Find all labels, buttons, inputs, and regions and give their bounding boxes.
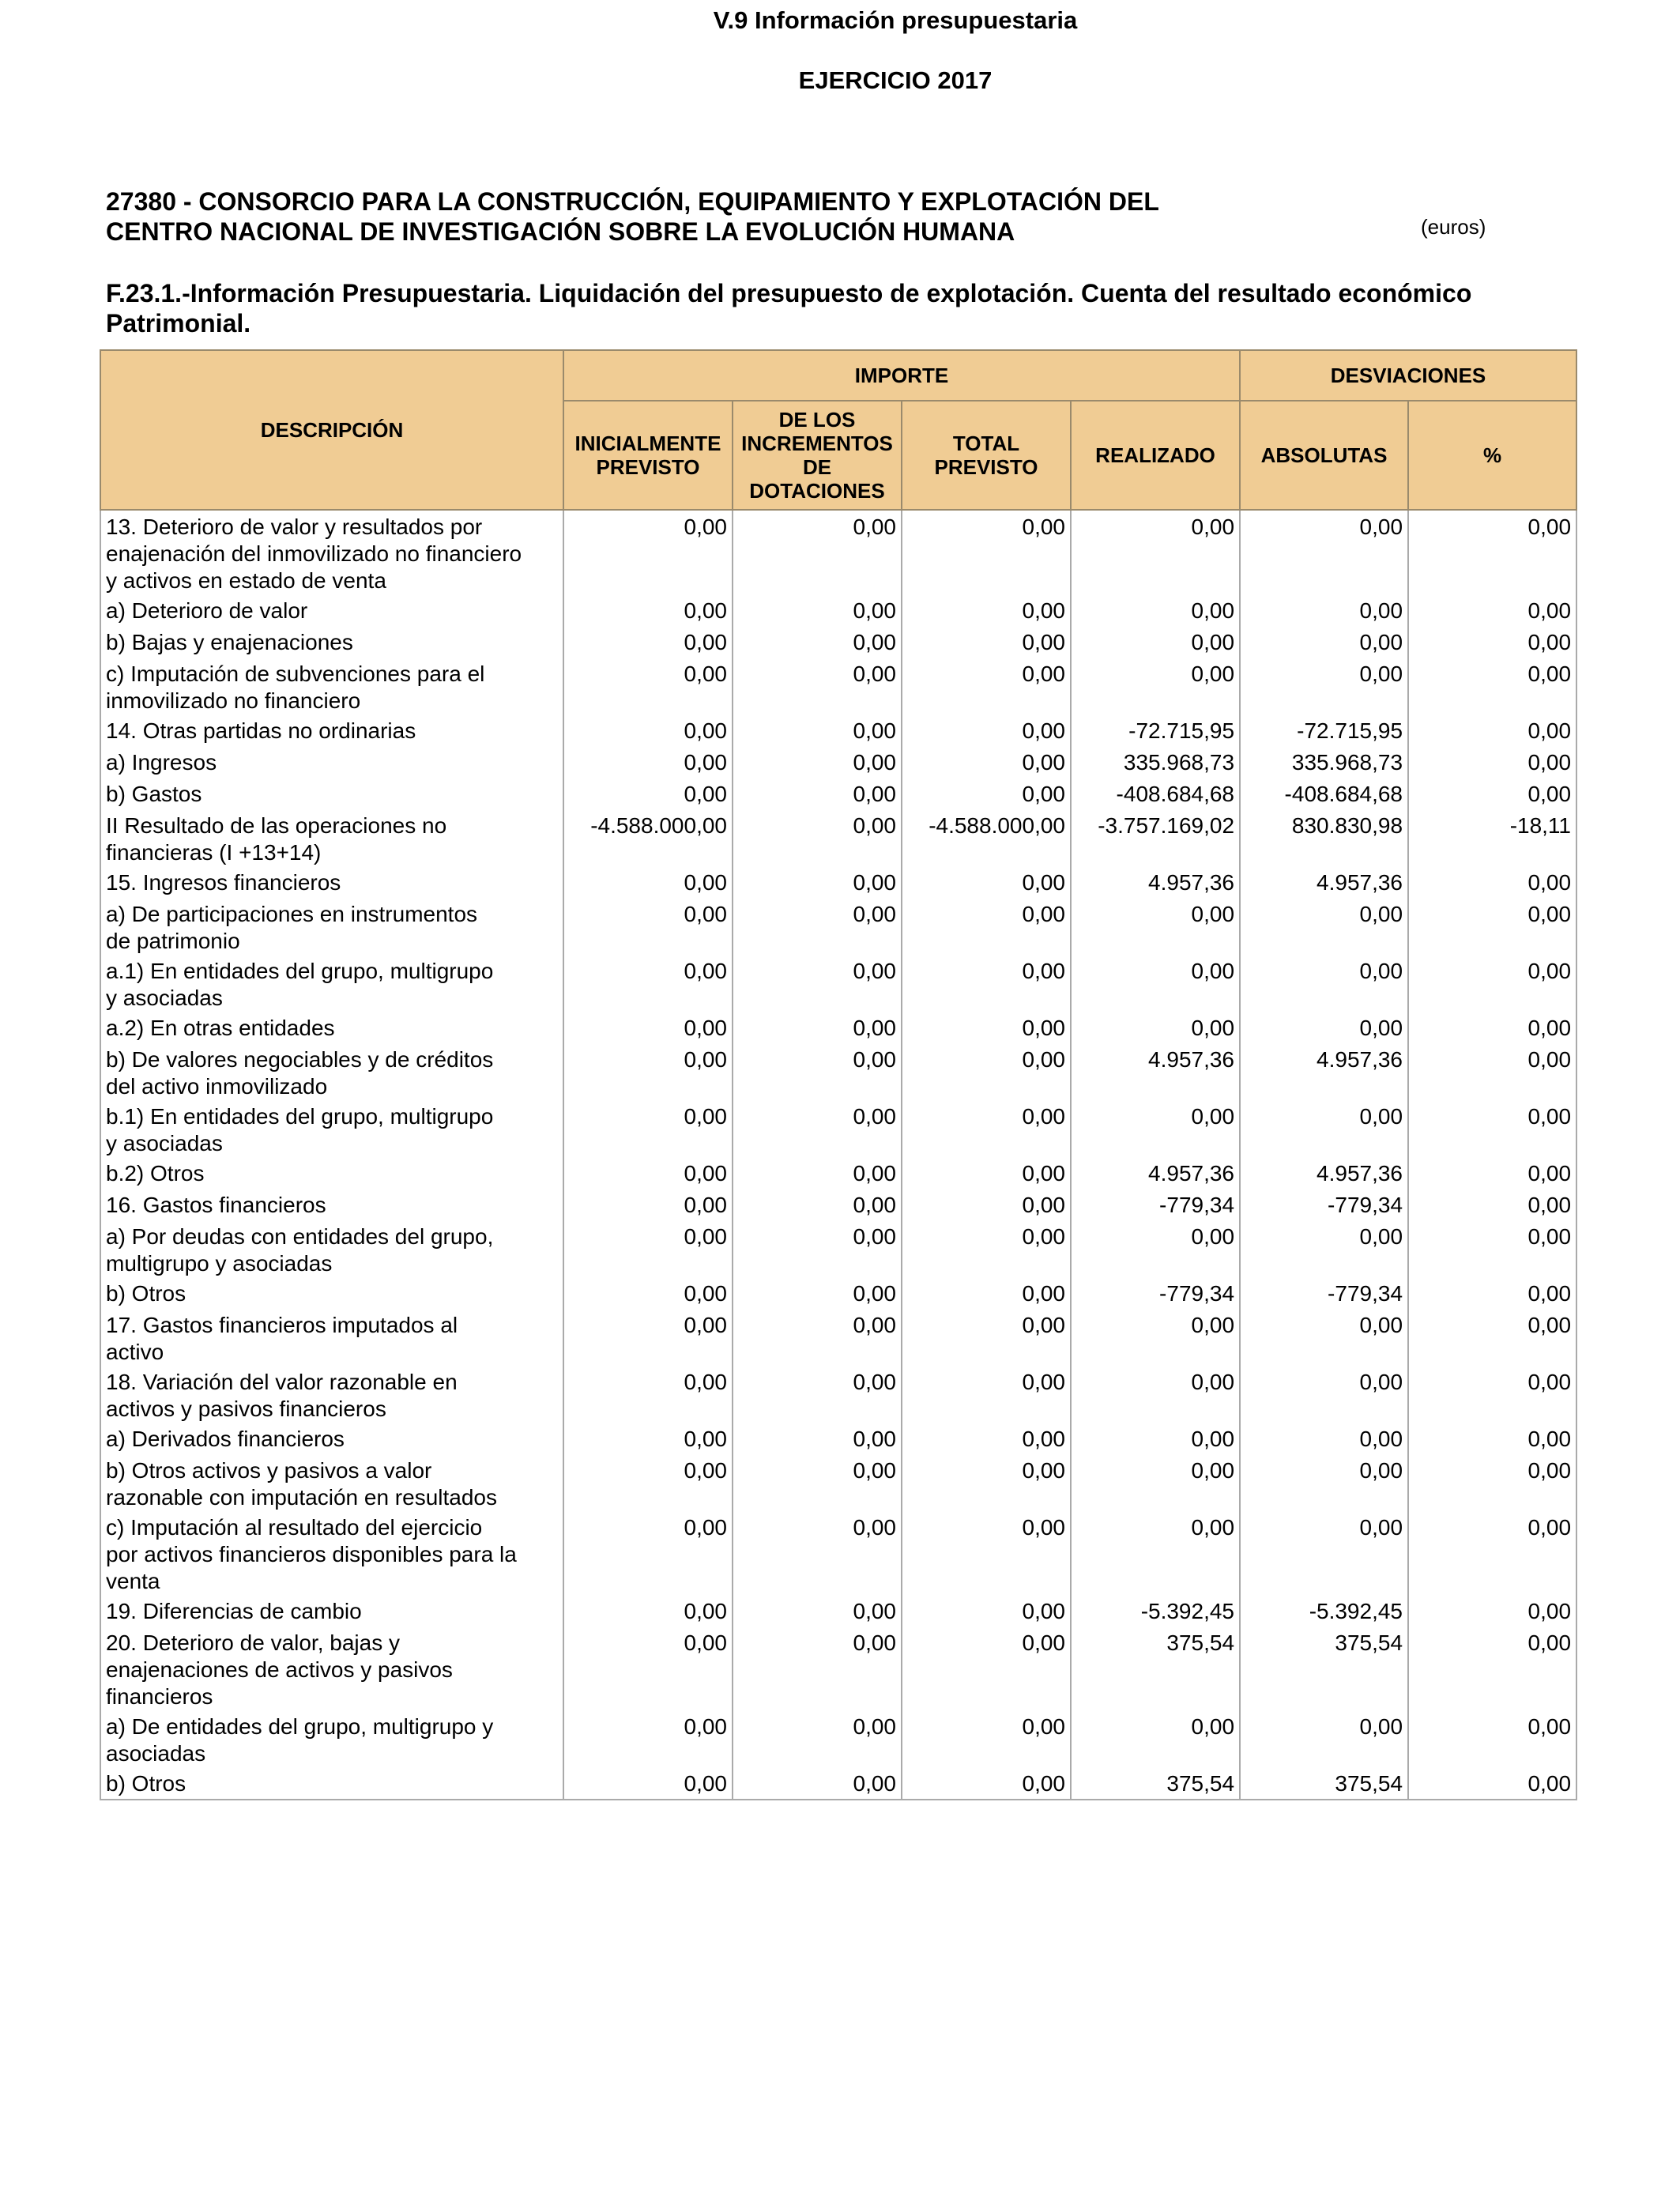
cell-total-previsto: 0,00 — [902, 1220, 1071, 1277]
cell-total-previsto: 0,00 — [902, 1710, 1071, 1767]
cell-total-previsto: 0,00 — [902, 658, 1071, 714]
cell-realizado: 0,00 — [1071, 1012, 1240, 1043]
cell-total-previsto: 0,00 — [902, 1511, 1071, 1595]
cell-realizado: -779,34 — [1071, 1277, 1240, 1309]
cell-inicialmente-previsto: -4.588.000,00 — [563, 809, 733, 866]
table-row — [100, 626, 1576, 658]
cell-total-previsto: 0,00 — [902, 1277, 1071, 1309]
cell-total-previsto: 0,00 — [902, 1627, 1071, 1710]
cell-absolutas: 0,00 — [1240, 1012, 1408, 1043]
cell-absolutas: -5.392,45 — [1240, 1595, 1408, 1627]
cell-porcentaje: 0,00 — [1408, 1423, 1576, 1454]
entity-name — [106, 187, 1449, 247]
cell-inicialmente-previsto: 0,00 — [563, 594, 733, 626]
cell-total-previsto: 0,00 — [902, 1767, 1071, 1800]
cell-inicialmente-previsto: 0,00 — [563, 1189, 733, 1220]
cell-inicialmente-previsto: 0,00 — [563, 510, 733, 594]
cell-porcentaje: 0,00 — [1408, 510, 1576, 594]
cell-total-previsto: 0,00 — [902, 746, 1071, 778]
section-title: F.23.1.-Información Presupuestaria. Liquidación del presupuesto de explotación. Cuenta del resultado económico Patrimonial. — [106, 279, 1472, 337]
cell-porcentaje: 0,00 — [1408, 1277, 1576, 1309]
header-descripcion: DESCRIPCIÓN — [100, 350, 563, 510]
cell-absolutas: 830.830,98 — [1240, 809, 1408, 866]
cell-incrementos-dotaciones: 0,00 — [733, 714, 902, 746]
row-description: c) Imputación al resultado del ejercicio por activos financieros disponibles para la venta — [100, 1511, 563, 1595]
units-label: (euros) — [1421, 215, 1486, 239]
cell-realizado: 0,00 — [1071, 1423, 1240, 1454]
cell-incrementos-dotaciones: 0,00 — [733, 1710, 902, 1767]
row-description: b) Otros — [100, 1767, 563, 1800]
cell-incrementos-dotaciones: 0,00 — [733, 1627, 902, 1710]
cell-incrementos-dotaciones: 0,00 — [733, 955, 902, 1012]
cell-porcentaje: 0,00 — [1408, 1595, 1576, 1627]
cell-realizado: 375,54 — [1071, 1627, 1240, 1710]
cell-realizado: 0,00 — [1071, 658, 1240, 714]
table-row — [100, 778, 1576, 809]
cell-total-previsto: 0,00 — [902, 1454, 1071, 1511]
cell-realizado: 0,00 — [1071, 1366, 1240, 1423]
cell-absolutas: 0,00 — [1240, 1423, 1408, 1454]
cell-inicialmente-previsto: 0,00 — [563, 1220, 733, 1277]
cell-realizado: -408.684,68 — [1071, 778, 1240, 809]
cell-porcentaje: 0,00 — [1408, 594, 1576, 626]
cell-realizado: 0,00 — [1071, 510, 1240, 594]
cell-incrementos-dotaciones: 0,00 — [733, 1189, 902, 1220]
table-row — [100, 1595, 1576, 1627]
cell-realizado: -779,34 — [1071, 1189, 1240, 1220]
row-description: b) Gastos — [100, 778, 563, 809]
cell-inicialmente-previsto: 0,00 — [563, 1309, 733, 1366]
table-row — [100, 1012, 1576, 1043]
cell-incrementos-dotaciones: 0,00 — [733, 1012, 902, 1043]
table-row — [100, 1710, 1576, 1767]
cell-absolutas: 0,00 — [1240, 1710, 1408, 1767]
cell-incrementos-dotaciones: 0,00 — [733, 746, 902, 778]
table-row — [100, 1100, 1576, 1157]
row-description: 14. Otras partidas no ordinarias — [100, 714, 563, 746]
cell-inicialmente-previsto: 0,00 — [563, 1511, 733, 1595]
cell-porcentaje: 0,00 — [1408, 1100, 1576, 1157]
cell-total-previsto: 0,00 — [902, 594, 1071, 626]
table-row — [100, 1767, 1576, 1800]
cell-realizado: 0,00 — [1071, 955, 1240, 1012]
cell-realizado: -72.715,95 — [1071, 714, 1240, 746]
cell-incrementos-dotaciones: 0,00 — [733, 1157, 902, 1189]
cell-total-previsto: 0,00 — [902, 714, 1071, 746]
cell-inicialmente-previsto: 0,00 — [563, 1043, 733, 1100]
cell-porcentaje: 0,00 — [1408, 1627, 1576, 1710]
cell-inicialmente-previsto: 0,00 — [563, 1627, 733, 1710]
cell-inicialmente-previsto: 0,00 — [563, 866, 733, 898]
cell-inicialmente-previsto: 0,00 — [563, 1423, 733, 1454]
cell-realizado: 335.968,73 — [1071, 746, 1240, 778]
cell-porcentaje: 0,00 — [1408, 658, 1576, 714]
cell-inicialmente-previsto: 0,00 — [563, 714, 733, 746]
cell-incrementos-dotaciones: 0,00 — [733, 866, 902, 898]
cell-absolutas: 335.968,73 — [1240, 746, 1408, 778]
table-body — [100, 510, 1576, 1800]
row-description: c) Imputación de subvenciones para el inmovilizado no financiero — [100, 658, 563, 714]
cell-total-previsto: 0,00 — [902, 955, 1071, 1012]
row-description: a) De participaciones en instrumentos de patrimonio — [100, 898, 563, 955]
row-description: 19. Diferencias de cambio — [100, 1595, 563, 1627]
cell-absolutas: 0,00 — [1240, 955, 1408, 1012]
row-description: a) Ingresos — [100, 746, 563, 778]
cell-incrementos-dotaciones: 0,00 — [733, 1767, 902, 1800]
cell-realizado: 4.957,36 — [1071, 1043, 1240, 1100]
table-row — [100, 510, 1576, 594]
cell-realizado: 0,00 — [1071, 1710, 1240, 1767]
cell-realizado: 375,54 — [1071, 1767, 1240, 1800]
cell-absolutas: 0,00 — [1240, 1220, 1408, 1277]
table-row — [100, 1157, 1576, 1189]
cell-total-previsto: 0,00 — [902, 626, 1071, 658]
header-importe: IMPORTE — [563, 350, 1240, 401]
cell-total-previsto: 0,00 — [902, 1309, 1071, 1366]
row-description: b) Bajas y enajenaciones — [100, 626, 563, 658]
cell-absolutas: -779,34 — [1240, 1277, 1408, 1309]
cell-incrementos-dotaciones: 0,00 — [733, 1454, 902, 1511]
cell-incrementos-dotaciones: 0,00 — [733, 809, 902, 866]
cell-incrementos-dotaciones: 0,00 — [733, 510, 902, 594]
cell-total-previsto: 0,00 — [902, 1595, 1071, 1627]
cell-realizado: 0,00 — [1071, 626, 1240, 658]
table-row — [100, 1220, 1576, 1277]
row-description: a) Por deudas con entidades del grupo, multigrupo y asociadas — [100, 1220, 563, 1277]
cell-realizado: 4.957,36 — [1071, 866, 1240, 898]
cell-realizado: 0,00 — [1071, 1511, 1240, 1595]
cell-absolutas: 0,00 — [1240, 510, 1408, 594]
cell-absolutas: 4.957,36 — [1240, 1043, 1408, 1100]
cell-porcentaje: 0,00 — [1408, 1043, 1576, 1100]
table-row — [100, 594, 1576, 626]
cell-absolutas: 4.957,36 — [1240, 866, 1408, 898]
cell-absolutas: 375,54 — [1240, 1767, 1408, 1800]
cell-porcentaje: 0,00 — [1408, 1012, 1576, 1043]
table-row — [100, 1309, 1576, 1366]
cell-total-previsto: 0,00 — [902, 1043, 1071, 1100]
cell-total-previsto: 0,00 — [902, 866, 1071, 898]
cell-porcentaje: 0,00 — [1408, 866, 1576, 898]
cell-incrementos-dotaciones: 0,00 — [733, 1309, 902, 1366]
cell-total-previsto: -4.588.000,00 — [902, 809, 1071, 866]
row-description: b.2) Otros — [100, 1157, 563, 1189]
cell-realizado: 0,00 — [1071, 1454, 1240, 1511]
cell-incrementos-dotaciones: 0,00 — [733, 1595, 902, 1627]
cell-inicialmente-previsto: 0,00 — [563, 1277, 733, 1309]
cell-absolutas: 0,00 — [1240, 898, 1408, 955]
budget-table — [100, 349, 1577, 1800]
cell-realizado: 0,00 — [1071, 1100, 1240, 1157]
row-description: a) De entidades del grupo, multigrupo y asociadas — [100, 1710, 563, 1767]
cell-realizado: -3.757.169,02 — [1071, 809, 1240, 866]
row-description: a.1) En entidades del grupo, multigrupo y asociadas — [100, 955, 563, 1012]
table-row — [100, 1454, 1576, 1511]
cell-total-previsto: 0,00 — [902, 1157, 1071, 1189]
cell-inicialmente-previsto: 0,00 — [563, 658, 733, 714]
cell-incrementos-dotaciones: 0,00 — [733, 1511, 902, 1595]
row-description: a) Derivados financieros — [100, 1423, 563, 1454]
row-description: a.2) En otras entidades — [100, 1012, 563, 1043]
page-title: V.9 Información presupuestaria — [713, 6, 1078, 34]
header-inicialmente-previsto: INICIALMENTE PREVISTO — [563, 401, 733, 510]
header-realizado: REALIZADO — [1071, 401, 1240, 510]
cell-inicialmente-previsto: 0,00 — [563, 1012, 733, 1043]
table-row — [100, 658, 1576, 714]
cell-absolutas: 0,00 — [1240, 594, 1408, 626]
cell-porcentaje: 0,00 — [1408, 1309, 1576, 1366]
cell-porcentaje: 0,00 — [1408, 626, 1576, 658]
cell-inicialmente-previsto: 0,00 — [563, 955, 733, 1012]
fiscal-year: EJERCICIO 2017 — [798, 66, 993, 94]
table-row — [100, 1511, 1576, 1595]
row-description: a) Deterioro de valor — [100, 594, 563, 626]
table-row — [100, 866, 1576, 898]
table-row — [100, 955, 1576, 1012]
header-porcentaje: % — [1408, 401, 1576, 510]
cell-total-previsto: 0,00 — [902, 1366, 1071, 1423]
cell-inicialmente-previsto: 0,00 — [563, 1366, 733, 1423]
cell-absolutas: 0,00 — [1240, 1511, 1408, 1595]
header-desviaciones: DESVIACIONES — [1240, 350, 1576, 401]
cell-inicialmente-previsto: 0,00 — [563, 898, 733, 955]
cell-porcentaje: 0,00 — [1408, 746, 1576, 778]
table-row — [100, 1189, 1576, 1220]
cell-absolutas: -779,34 — [1240, 1189, 1408, 1220]
cell-porcentaje: 0,00 — [1408, 898, 1576, 955]
row-description: II Resultado de las operaciones no financieras (I +13+14) — [100, 809, 563, 866]
cell-incrementos-dotaciones: 0,00 — [733, 1043, 902, 1100]
cell-absolutas: 4.957,36 — [1240, 1157, 1408, 1189]
row-description: 16. Gastos financieros — [100, 1189, 563, 1220]
cell-inicialmente-previsto: 0,00 — [563, 626, 733, 658]
table-row — [100, 1627, 1576, 1710]
header-absolutas: ABSOLUTAS — [1240, 401, 1408, 510]
row-description: 15. Ingresos financieros — [100, 866, 563, 898]
cell-inicialmente-previsto: 0,00 — [563, 1710, 733, 1767]
entity-name-line1: 27380 - CONSORCIO PARA LA CONSTRUCCIÓN, EQUIPAMIENTO Y EXPLOTACIÓN DEL — [106, 187, 1159, 216]
cell-incrementos-dotaciones: 0,00 — [733, 1220, 902, 1277]
cell-porcentaje: 0,00 — [1408, 1157, 1576, 1189]
cell-total-previsto: 0,00 — [902, 1423, 1071, 1454]
row-description: 13. Deterioro de valor y resultados por enajenación del inmovilizado no financiero y activos en estado de venta — [100, 510, 563, 594]
header-total-previsto: TOTAL PREVISTO — [902, 401, 1071, 510]
cell-porcentaje: 0,00 — [1408, 1454, 1576, 1511]
cell-absolutas: 375,54 — [1240, 1627, 1408, 1710]
row-description: 18. Variación del valor razonable en activos y pasivos financieros — [100, 1366, 563, 1423]
table-row — [100, 809, 1576, 866]
cell-inicialmente-previsto: 0,00 — [563, 1157, 733, 1189]
cell-incrementos-dotaciones: 0,00 — [733, 626, 902, 658]
cell-inicialmente-previsto: 0,00 — [563, 746, 733, 778]
table-row — [100, 1423, 1576, 1454]
cell-incrementos-dotaciones: 0,00 — [733, 1366, 902, 1423]
entity-name-line2: CENTRO NACIONAL DE INVESTIGACIÓN SOBRE LA EVOLUCIÓN HUMANA — [106, 217, 1015, 246]
cell-porcentaje: 0,00 — [1408, 1511, 1576, 1595]
cell-absolutas: 0,00 — [1240, 1100, 1408, 1157]
cell-inicialmente-previsto: 0,00 — [563, 778, 733, 809]
table-row — [100, 1043, 1576, 1100]
cell-incrementos-dotaciones: 0,00 — [733, 1423, 902, 1454]
table-row — [100, 898, 1576, 955]
cell-porcentaje: 0,00 — [1408, 1189, 1576, 1220]
table-row — [100, 746, 1576, 778]
cell-porcentaje: 0,00 — [1408, 1710, 1576, 1767]
row-description: b.1) En entidades del grupo, multigrupo y asociadas — [100, 1100, 563, 1157]
cell-absolutas: 0,00 — [1240, 1454, 1408, 1511]
cell-inicialmente-previsto: 0,00 — [563, 1595, 733, 1627]
cell-total-previsto: 0,00 — [902, 1012, 1071, 1043]
cell-absolutas: 0,00 — [1240, 658, 1408, 714]
cell-realizado: 0,00 — [1071, 1309, 1240, 1366]
cell-total-previsto: 0,00 — [902, 778, 1071, 809]
table-row — [100, 1277, 1576, 1309]
cell-inicialmente-previsto: 0,00 — [563, 1100, 733, 1157]
header-incrementos-dotaciones: DE LOS INCREMENTOS DE DOTACIONES — [733, 401, 902, 510]
cell-total-previsto: 0,00 — [902, 510, 1071, 594]
cell-incrementos-dotaciones: 0,00 — [733, 778, 902, 809]
row-description: b) Otros — [100, 1277, 563, 1309]
cell-realizado: 0,00 — [1071, 594, 1240, 626]
cell-realizado: 0,00 — [1071, 898, 1240, 955]
cell-realizado: 4.957,36 — [1071, 1157, 1240, 1189]
cell-absolutas: -72.715,95 — [1240, 714, 1408, 746]
cell-realizado: 0,00 — [1071, 1220, 1240, 1277]
table-row — [100, 1366, 1576, 1423]
cell-absolutas: 0,00 — [1240, 626, 1408, 658]
cell-porcentaje: -18,11 — [1408, 809, 1576, 866]
cell-porcentaje: 0,00 — [1408, 714, 1576, 746]
cell-total-previsto: 0,00 — [902, 1189, 1071, 1220]
cell-incrementos-dotaciones: 0,00 — [733, 1100, 902, 1157]
cell-porcentaje: 0,00 — [1408, 1366, 1576, 1423]
cell-inicialmente-previsto: 0,00 — [563, 1454, 733, 1511]
cell-absolutas: 0,00 — [1240, 1309, 1408, 1366]
cell-incrementos-dotaciones: 0,00 — [733, 1277, 902, 1309]
cell-incrementos-dotaciones: 0,00 — [733, 594, 902, 626]
cell-absolutas: 0,00 — [1240, 1366, 1408, 1423]
row-description: b) De valores negociables y de créditos del activo inmovilizado — [100, 1043, 563, 1100]
table-row — [100, 714, 1576, 746]
cell-realizado: -5.392,45 — [1071, 1595, 1240, 1627]
cell-porcentaje: 0,00 — [1408, 1220, 1576, 1277]
cell-porcentaje: 0,00 — [1408, 955, 1576, 1012]
cell-absolutas: -408.684,68 — [1240, 778, 1408, 809]
cell-incrementos-dotaciones: 0,00 — [733, 658, 902, 714]
cell-inicialmente-previsto: 0,00 — [563, 1767, 733, 1800]
cell-total-previsto: 0,00 — [902, 1100, 1071, 1157]
cell-porcentaje: 0,00 — [1408, 1767, 1576, 1800]
cell-incrementos-dotaciones: 0,00 — [733, 898, 902, 955]
row-description: 17. Gastos financieros imputados al activo — [100, 1309, 563, 1366]
cell-porcentaje: 0,00 — [1408, 778, 1576, 809]
cell-total-previsto: 0,00 — [902, 898, 1071, 955]
row-description: 20. Deterioro de valor, bajas y enajenaciones de activos y pasivos financieros — [100, 1627, 563, 1710]
row-description: b) Otros activos y pasivos a valor razonable con imputación en resultados — [100, 1454, 563, 1511]
